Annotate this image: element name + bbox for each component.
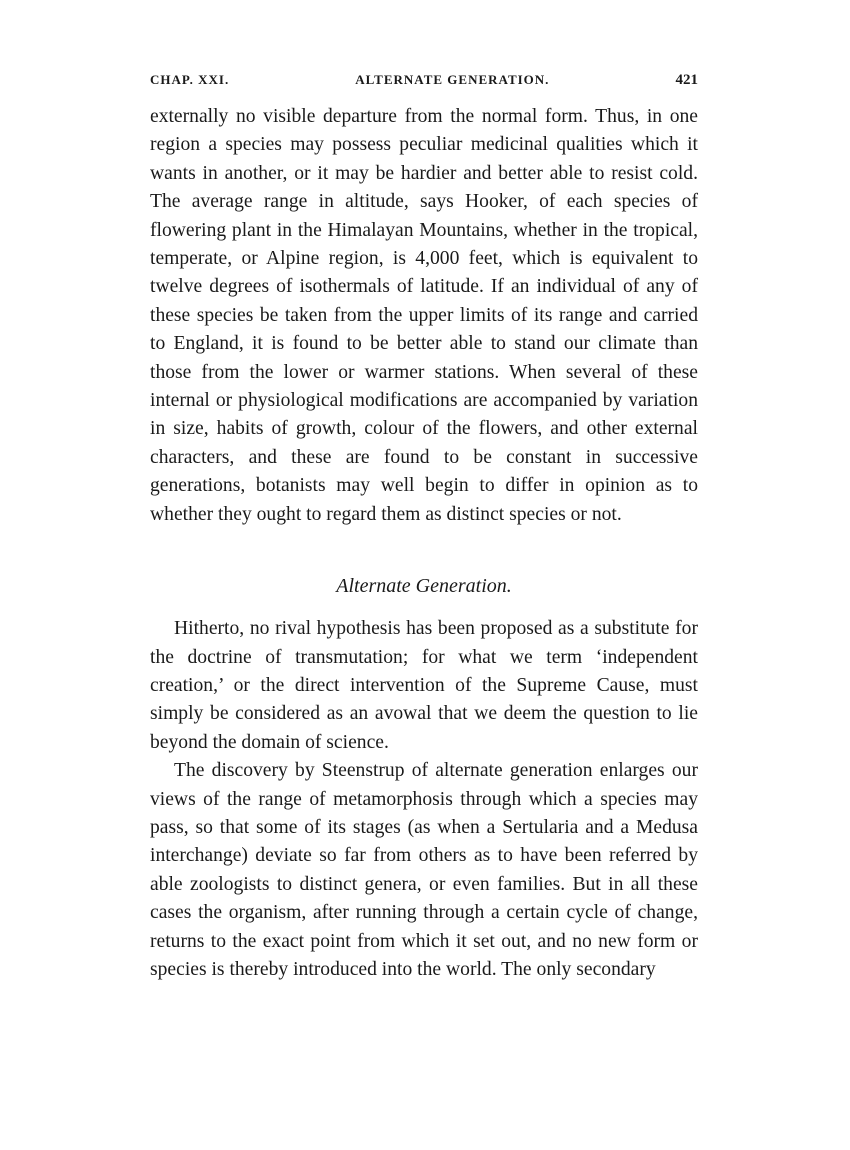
section-paragraph-2: The discovery by Steenstrup of alternate generation enlarges our views of the range of metamorphosis through which a species may pass, so that some of its stages (as when a Sertularia and a Medusa interchange) deviate so far from others as to have been referred by able zoologists to distinct genera, or even families. But in all these cases the organism, after running through a certain cycle of change, returns to the exact point from which it set out, and no new form or species is thereby introduced into the world. The only secondary	[150, 760, 698, 980]
section-heading: Alternate Generation.	[336, 575, 512, 598]
running-header	[150, 72, 698, 89]
running-title: ALTERNATE GENERATION.	[355, 72, 550, 87]
section-paragraph-1: Hitherto, no rival hypothesis has been proposed as a substitute for the doctrine of transmutation; for what we term ‘independent creation,’ or the direct intervention of the Supreme Cause, must simply be considered as an avowal that we deem the question to lie beyond the domain of science.	[150, 618, 698, 753]
chapter-label: CHAP. XXI.	[150, 72, 230, 87]
page-body	[150, 103, 698, 984]
book-page	[150, 72, 698, 984]
continued-paragraph: externally no visible departure from the normal form. Thus, in one region a species may possess peculiar medicinal qualities which it wants in another, or it may be hardier and better able to resist cold. The average range in altitude, says Hooker, of each species of flowering plant in the Himalayan Mountains, whether in the tropical, temperate, or Alpine region, is 4,000 feet, which is equivalent to twelve degrees of isothermals of latitude. If an individual of any of these species be taken from the upper limits of its range and carried to England, it is found to be better able to stand our climate than those from the lower or warmer stations. When several of these internal or physiological modifications are accompanied by variation in size, habits of growth, colour of the flowers, and other external characters, and these are found to be constant in successive generations, botanists may well begin to differ in opinion as to whether they ought to regard them as distinct species or not.	[150, 106, 698, 525]
page-number: 421	[675, 72, 698, 88]
